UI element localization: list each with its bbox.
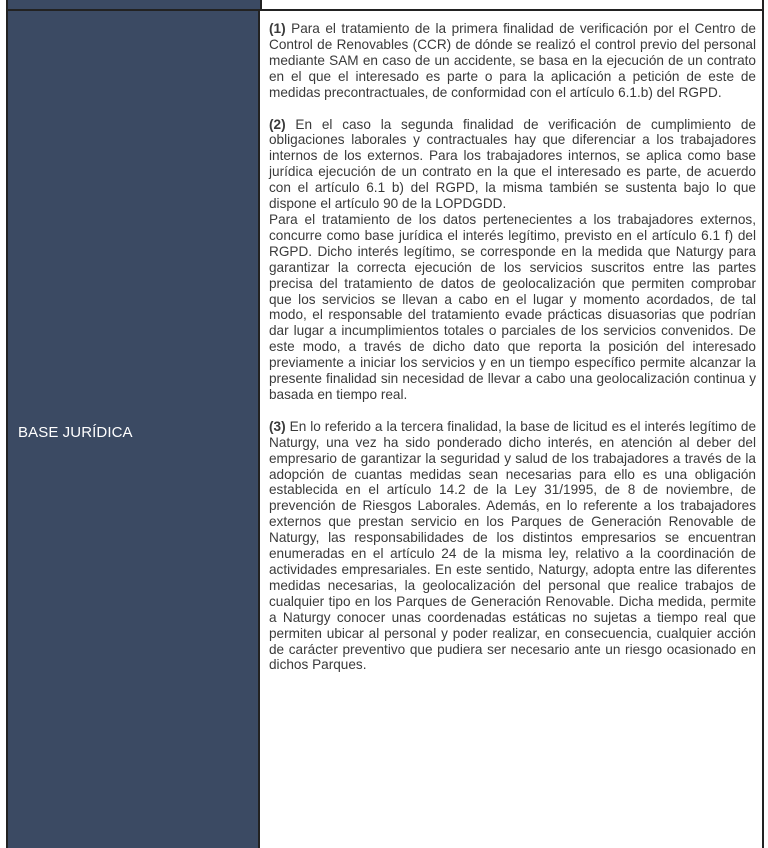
paragraph-1-number: (1): [269, 21, 286, 36]
paragraph-2: [269, 117, 756, 403]
top-row-label-cell: [8, 0, 260, 9]
content-cell: [260, 11, 764, 848]
paragraph-2-number: (2): [269, 116, 286, 132]
paragraph-1-text: Para el tratamiento de la primera finalidad de verificación por el Centro de Control de Renovables (CCR) de dónde se realizó el control previo del personal mediante SAM en caso de un accidente, se basa en la ejecución de un contrato en el que el interesado es parte o para la aplicación a petición de este de medidas precontractuales, de conformidad con el artículo 6.1.b) del RGPD.: [269, 21, 756, 100]
paragraph-2-text: En el caso la segunda finalidad de verificación de cumplimiento de obligaciones laborales y contractuales hay que diferenciar a los trabajadores internos de los externos. Para los trabajadores internos, se aplica como base jurídica ejecución de un contrato en la que el interesado es parte, de acuerdo con el artículo 6.1 b) del RGPD, la misma también se sustenta bajo lo que dispone el artículo 90 de la LOPDGDD.: [269, 116, 756, 212]
paragraph-2-continuation: Para el tratamiento de los datos pertenecientes a los trabajadores externos, concurre como base jurídica el interés legítimo, previsto en el artículo 6.1 f) del RGPD. Dicho interés legítimo, se corresponde en la medida que Naturgy para garantizar la correcta ejecución de los servicios suscritos entre las partes precisa del tratamiento de datos de geolocalización que permiten comprobar que los servicios se llevan a cabo en el lugar y momento acordados, de tal modo, el responsable del tratamiento evade prácticas disuasorias que podrían dar lugar a incumplimientos totales o parciales de los servicios convenidos. De este modo, a través de dicho dato que reporta la posición del interesado previamente a iniciar los servicios y en un tiempo específico permite alcanzar la presente finalidad sin necesidad de llevar a cabo una geolocalización continua y basada en tiempo real.: [269, 211, 756, 402]
legal-basis-table: [6, 0, 764, 848]
label-cell: [6, 11, 260, 848]
paragraph-3-number: (3): [269, 418, 286, 434]
paragraph-1: [269, 21, 756, 101]
paragraph-3-text: En lo referido a la tercera finalidad, la base de licitud es el interés legítimo de Naturgy, una vez ha sido ponderado dicho interés, en atención al deber del empresario de garantizar la seguridad y salud de los trabajadores a través de la adopción de cuantas medidas sean necesarias para ello es una obligación establecida en el artículo 14.2 de la Ley 31/1995, de 8 de noviembre, de prevención de Riesgos Laborales. Además, en lo referente a los trabajadores externos que prestan servicio en los Parques de Generación Renovable de Naturgy, las responsabilidades de los distintos empresarios se encuentran enumeradas en el artículo 24 de la misma ley, relativo a la coordinación de actividades empresariales. En este sentido, Naturgy, adopta entre las diferentes medidas necesarias, la geolocalización del personal que realice trabajos de cualquier tipo en los Parques de Generación Renovable. Dicha medida, permite a Naturgy conocer unas coordenadas estáticas no sujetas a tiempo real que permiten ubicar al personal y poder realizar, en consecuencia, cualquier acción de carácter preventivo que pudiera ser necesario ante un riesgo ocasionado en dichos Parques.: [269, 418, 757, 673]
table-top-row: [6, 0, 764, 11]
paragraph-3: [269, 419, 756, 674]
top-row-divider: [260, 0, 262, 9]
base-juridica-label: BASE JURÍDICA: [18, 424, 133, 441]
